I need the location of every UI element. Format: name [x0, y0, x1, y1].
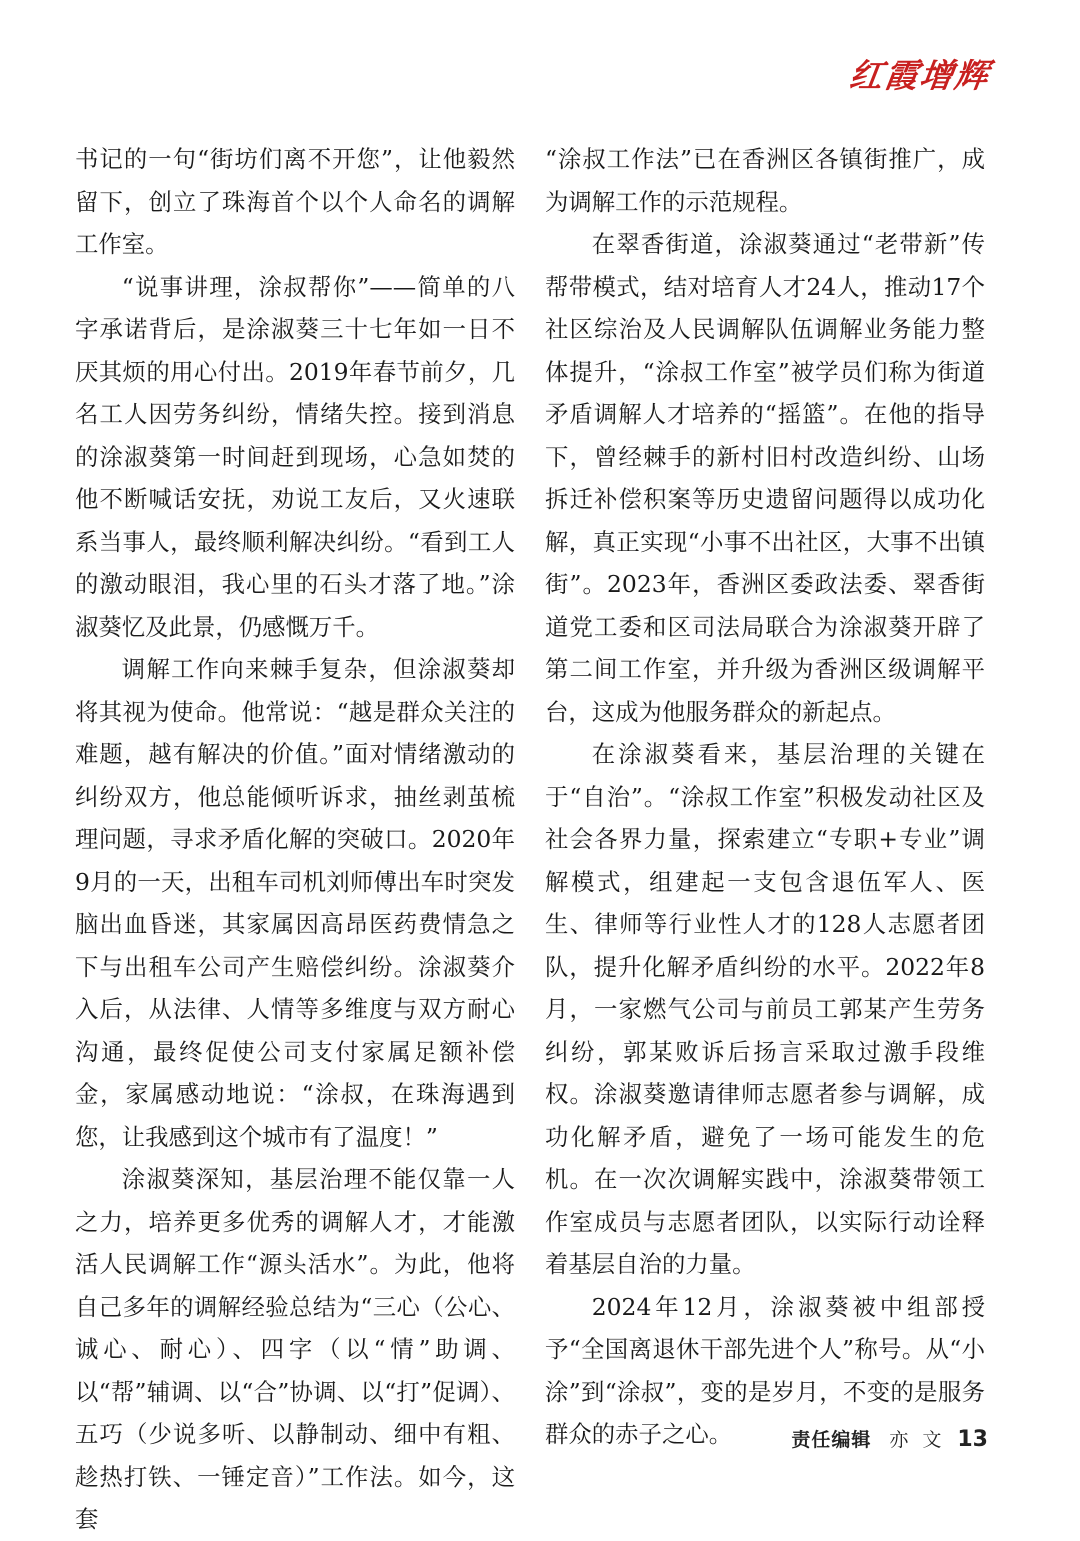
page-number: 13: [957, 1427, 988, 1452]
article-paragraph: 书记的一句“街坊们离不开您”，让他毅然留下，创立了珠海首个以个人命名的调解工作室。: [75, 145, 515, 258]
article-paragraph: 在翠香街道，涂淑葵通过“老带新”传帮带模式，结对培育人才24人，推动17个社区综治及人民调解队伍调解业务能力整体提升，“涂叔工作室”被学员们称为街道矛盾调解人才培养的“摇篮”。在他的指导下，曾经棘手的新村旧村改造纠纷、山场拆迁补偿积案等历史遗留问题得以成功化解，真正实现“小事不出社区，大事不出镇街”。2023年，香洲区委政法委、翠香街道党工委和区司法局联合为涂淑葵开辟了第二间工作室，并升级为香洲区级调解平台，这成为他服务群众的新起点。: [545, 230, 985, 726]
page-footer: [791, 1425, 988, 1452]
article-paragraph: 在涂淑葵看来，基层治理的关键在于“自治”。“涂叔工作室”积极发动社区及社会各界力量，探索建立“专职+专业”调解模式，组建起一支包含退伍军人、医生、律师等行业性人才的128人志愿者团队，提升化解矛盾纠纷的水平。2022年8月，一家燃气公司与前员工郭某产生劳务纠纷，郭某败诉后扬言采取过激手段维权。涂淑葵邀请律师志愿者参与调解，成功化解矛盾，避免了一场可能发生的危机。在一次次调解实践中，涂淑葵带领工作室成员与志愿者团队，以实际行动诠释着基层自治的力量。: [545, 740, 985, 1278]
article-paragraph: 涂淑葵深知，基层治理不能仅靠一人之力，培养更多优秀的调解人才，才能激活人民调解工作“源头活水”。为此，他将自己多年的调解经验总结为“三心（公心、诚心、耐心）、四字（以“情”助调、以“帮”辅调、以“合”协调、以“打”促调）、五巧（少说多听、以静制动、细中有粗、趁热打铁、一锤定音）”工作法。如今，这套: [75, 1165, 515, 1533]
magazine-section-logo: 红霞增辉: [846, 56, 993, 95]
editor-label: 责任编辑: [791, 1429, 872, 1451]
article-paragraph: 2024年12月，涂淑葵被中组部授予“全国离退休干部先进个人”称号。从“小涂”到“涂叔”，变的是岁月，不变的是服务群众的赤子之心。: [545, 1292, 985, 1448]
editor-name: 亦文: [889, 1429, 956, 1451]
article-paragraph: “涂叔工作法”已在香洲区各镇街推广，成为调解工作的示范规程。: [545, 145, 985, 216]
article-paragraph: 调解工作向来棘手复杂，但涂淑葵却将其视为使命。他常说：“越是群众关注的难题，越有解决的价值。”面对情绪激动的纠纷双方，他总能倾听诉求，抽丝剥茧梳理问题，寻求矛盾化解的突破口。2020年9月的一天，出租车司机刘师傅出车时突发脑出血昏迷，其家属因高昂医药费情急之下与出租车公司产生赔偿纠纷。涂淑葵介入后，从法律、人情等多维度与双方耐心沟通，最终促使公司支付家属足额补偿金，家属感动地说：“涂叔，在珠海遇到您，让我感到这个城市有了温度！”: [75, 655, 515, 1151]
right-text-column: [545, 138, 985, 1456]
left-text-column: [75, 138, 515, 1541]
article-paragraph: “说事讲理，涂叔帮你”——简单的八字承诺背后，是涂淑葵三十七年如一日不厌其烦的用心付出。2019年春节前夕，几名工人因劳务纠纷，情绪失控。接到消息的涂淑葵第一时间赶到现场，心急如焚的他不断喊话安抚，劝说工友后，又火速联系当事人，最终顺利解决纠纷。“看到工人的激动眼泪，我心里的石头才落了地。”涂淑葵忆及此景，仍感慨万千。: [75, 272, 515, 641]
